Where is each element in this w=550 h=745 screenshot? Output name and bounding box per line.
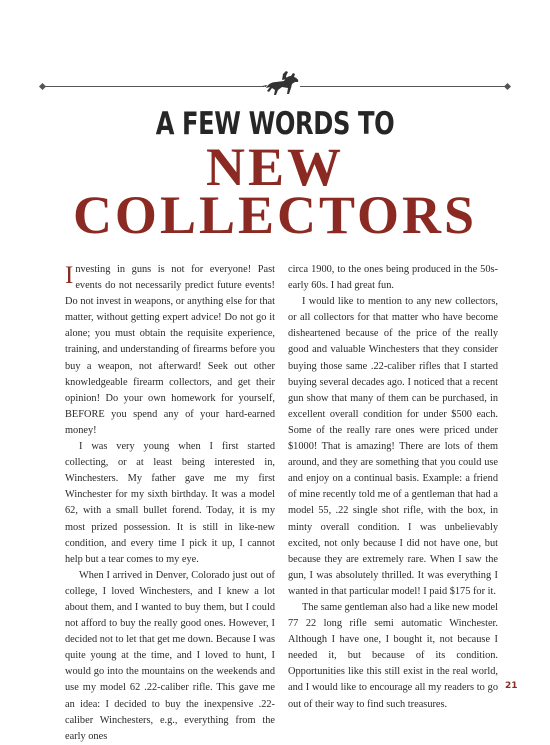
right-text-column <box>288 262 498 713</box>
rule-right-end-ornament <box>504 83 511 90</box>
paragraph: circa 1900, to the ones being produced in the 50s-early 60s. I had great fun. <box>288 264 498 292</box>
drop-cap: I <box>65 262 74 289</box>
header-rule-right <box>300 86 508 87</box>
page-number: 21 <box>505 681 518 691</box>
paragraph-text: nvesting in guns is not for everyone! Past events do not necessarily predict future events! Do not invest in weapons, or anything else for that matter, without getting expert advice! Do not go it alone; you must obtain the requisite experience, training, and understanding of firearms before you buy a weapon, not afterward! Seek out other knowledgeable firearm collectors, and get their opinion! Do your own homework for yourself, BEFORE you spend any of your hard-earned money! <box>65 264 275 436</box>
paragraph: When I arrived in Denver, Colorado just out of college, I loved Winchesters, and I knew a lot about them, and I wanted to buy them, but I could not afford to buy the really good ones. However, I decided not to let that get me down. Because I was quite young at the time, and I loved to hunt, I would go into the mountains on the weekends and use my model 62 .22-caliber rifle. This gave me an idea: I decided to buy the inexpensive .22-caliber Winchesters, e.g., everything from the early ones <box>65 569 275 742</box>
paragraph: I would like to mention to any new collectors, or all collectors for that matter who have become disheartened because of the price of the really good and valuable Winchesters that they consider buying those same .22-caliber rifles that I started buying several decades ago. I noticed that a recent gun show that many of them can be purchased, in excellent overall condition for under $500 each. Some of the really rare ones were priced under $1000! That is amazing! There are lots of them around, and they are something that you could use and enjoy on a continual basis. Example: a friend of mine recently told me of a gentleman that had a model 55, .22 single shot rifle, with the box, in minty overall condition. I was unbelievably excited, not only because I did not have one, but because they are extremely rare. When I saw the gun, I was absolutely thrilled. It was everything I wanted in that particular model! I paid $175 for it. <box>288 296 498 597</box>
paragraph <box>65 262 275 439</box>
title-line-3: COLLECTORS <box>72 185 478 245</box>
horse-and-rider-icon <box>262 68 302 98</box>
left-text-column <box>65 262 275 745</box>
title-line-2: NEW <box>205 137 344 197</box>
paragraph: The same gentleman also had a like new model 77 22 long rifle semi automatic Winchester. Although I have one, I bought it, not because I needed it, but because of its condition. Opportunities like this still exist in the real world, and I would like to encourage all my readers to go out of their way to find such treasures. <box>288 601 498 710</box>
title-line-1: A FEW WORDS TO <box>155 106 395 142</box>
paragraph: I was very young when I first started collecting, or at least being interested in, Winchesters. My father gave me my first Winchester for my sixth birthday. It was a model 62, with a small bullet forend. Today, it is my most prized possession. It is still in like-new condition, and every time I pick it up, I cannot help but a tear comes to my eye. <box>65 441 275 565</box>
header-rule-left <box>42 86 264 87</box>
